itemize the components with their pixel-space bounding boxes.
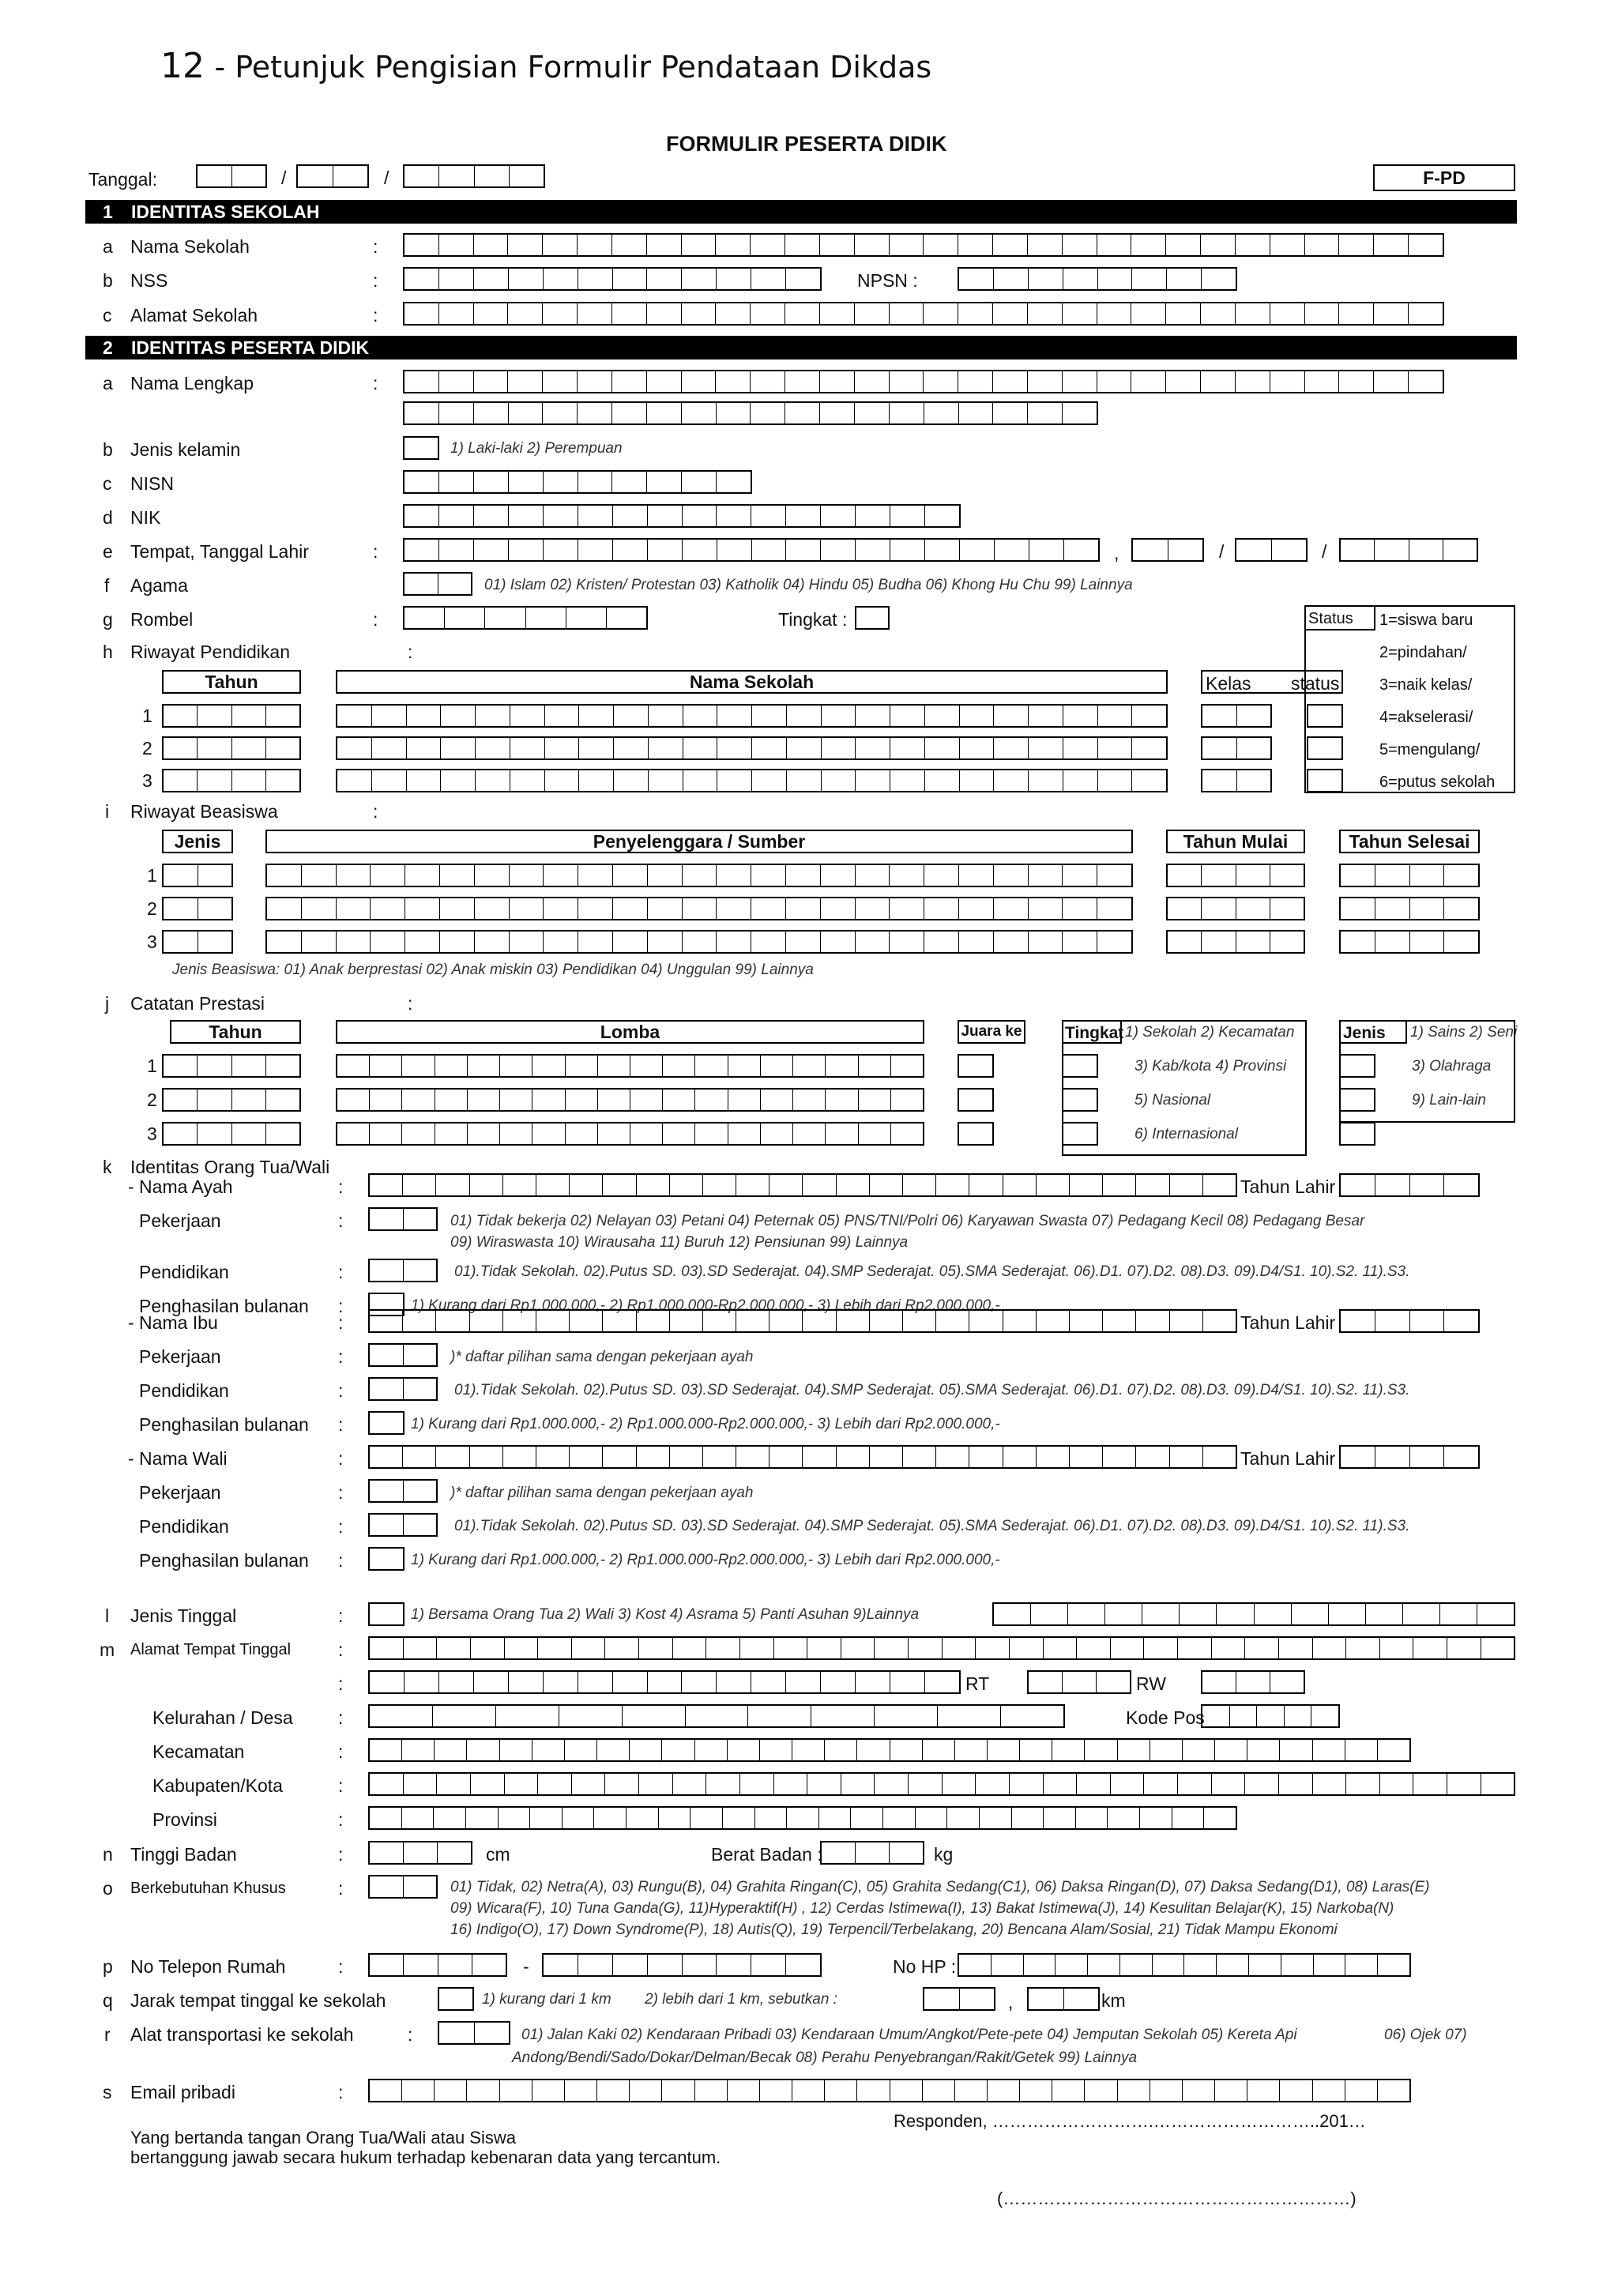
status-legend-title: Status	[1308, 610, 1353, 627]
colon: :	[338, 1639, 344, 1660]
agama-input[interactable]	[403, 572, 472, 596]
prestasi-tingkat-input[interactable]	[1062, 1122, 1098, 1146]
jenis-kelamin-options: 1) Laki-laki 2) Perempuan	[450, 440, 623, 457]
berkebutuhan-options-3: 16) Indigo(O), 17) Down Syndrome(P), 18) Autis(Q), 19) Terpencil/Terbelakang, 20) Bencana Alam/Sosial, 21) Tidak Mampu Ekonomi	[450, 1921, 1338, 1938]
pekerjaan-options: )* daftar pilihan sama dengan pekerjaan ayah	[450, 1349, 754, 1365]
kecamatan-input[interactable]	[368, 1738, 1411, 1762]
parent-name-label: - Nama Ayah	[128, 1176, 233, 1197]
beasiswa-tahun-selesai-input[interactable]	[1339, 930, 1480, 954]
beasiswa-penyelenggara-input[interactable]	[265, 897, 1133, 920]
colon: :	[338, 1956, 344, 1977]
date-day-input[interactable]	[196, 164, 267, 188]
section-1-title: IDENTITAS SEKOLAH	[131, 201, 320, 222]
row-number: 1	[147, 1056, 157, 1076]
kelurahan-label: Kelurahan / Desa	[152, 1707, 293, 1728]
jenis-kelamin-input[interactable]	[403, 436, 439, 460]
riwayat-status-input[interactable]	[1307, 704, 1343, 728]
penghasilan-options: 1) Kurang dari Rp1.000.000,- 2) Rp1.000.000-Rp2.000.000,- 3) Lebih dari Rp2.000.000,-	[411, 1416, 1000, 1432]
colon: :	[338, 1262, 344, 1282]
pekerjaan-options: 01) Tidak bekerja 02) Nelayan 03) Petani 04) Peternak 05) PNS/TNI/Polri 06) Karyawan Swasta 07) Pedagang Kecil 08) Pedagang Besar	[450, 1213, 1365, 1229]
responden-line: Responden, ……………………….………………………..201…	[894, 2111, 1366, 2131]
parent-penghasilan-input[interactable]	[368, 1411, 404, 1435]
dash: -	[523, 1956, 529, 1977]
nama-sekolah-label: Nama Sekolah	[130, 236, 250, 257]
colon: :	[338, 1605, 344, 1626]
beasiswa-tahun-mulai-input[interactable]	[1166, 864, 1305, 887]
jenis-tinggal-options: 1) Bersama Orang Tua 2) Wali 3) Kost 4) Asrama 5) Panti Asuhan 9)Lainnya	[411, 1606, 920, 1623]
colon: :	[373, 236, 378, 257]
prestasi-tahun-input[interactable]	[162, 1054, 301, 1078]
item-letter: k	[103, 1157, 112, 1177]
prestasi-lomba-input[interactable]	[336, 1122, 924, 1146]
tgl-lahir-month-input[interactable]	[1235, 538, 1308, 562]
colon: :	[338, 1414, 344, 1435]
beasiswa-penyelenggara-input[interactable]	[265, 930, 1133, 954]
riwayat-status-input[interactable]	[1307, 769, 1343, 792]
riwayat-pendidikan-label: Riwayat Pendidikan	[130, 642, 291, 662]
alamat-tinggal-input-1[interactable]	[368, 1636, 1515, 1660]
colon: :	[373, 270, 378, 291]
item-letter: i	[105, 801, 110, 822]
comma: ,	[1114, 543, 1119, 563]
jenis-tinggal-label: Jenis Tinggal	[130, 1605, 237, 1626]
page-number: 12	[160, 46, 205, 86]
penghasilan-label: Penghasilan bulanan	[139, 1296, 309, 1316]
status-option: 5=mengulang/	[1379, 741, 1481, 758]
pendidikan-label: Pendidikan	[139, 1262, 229, 1282]
email-label: Email pribadi	[130, 2082, 235, 2102]
parent-name-input[interactable]	[368, 1309, 1237, 1333]
pendidikan-options: 01).Tidak Sekolah. 02).Putus SD. 03).SD Sederajat. 04).SMP Sederajat. 05).SMA Sederajat. 06).D1. 07).D2. 08).D3. 09).D4/S1. 10).S2. 11).S3.	[454, 1263, 1410, 1280]
jenis-lomba-option: 9) Lain-lain	[1412, 1092, 1486, 1108]
header-lomba: Lomba	[336, 1020, 924, 1044]
parent-tahun-lahir-input[interactable]	[1339, 1173, 1480, 1197]
date-slash-1: /	[281, 167, 287, 188]
jarak-option-1: 1) kurang dari 1 km	[482, 1991, 611, 2008]
slash: /	[1219, 541, 1225, 562]
item-letter: m	[100, 1639, 115, 1660]
riwayat-tahun-input[interactable]	[162, 704, 301, 728]
tgl-lahir-day-input[interactable]	[1131, 538, 1204, 562]
date-year-input[interactable]	[403, 164, 545, 188]
parent-tahun-lahir-input[interactable]	[1339, 1309, 1480, 1333]
nama-sekolah-input[interactable]	[403, 233, 1444, 257]
prestasi-juara-input[interactable]	[958, 1122, 994, 1146]
riwayat-nama-sekolah-input[interactable]	[336, 704, 1168, 728]
jenis-lomba-option: 3) Olahraga	[1412, 1058, 1492, 1075]
prestasi-jenis-input[interactable]	[1339, 1054, 1375, 1078]
parent-name-input[interactable]	[368, 1173, 1237, 1197]
tingkat-option: 6) Internasional	[1134, 1126, 1238, 1142]
riwayat-nama-sekolah-input[interactable]	[336, 736, 1168, 760]
row-number: 3	[142, 770, 152, 791]
riwayat-beasiswa-label: Riwayat Beasiswa	[130, 801, 278, 822]
status-option: 2=pindahan/	[1379, 644, 1467, 661]
no-hp-label: No HP :	[893, 1956, 957, 1977]
colon: :	[338, 1448, 344, 1469]
berkebutuhan-options-1: 01) Tidak, 02) Netra(A), 03) Rungu(B), 04) Grahita Ringan(C), 05) Grahita Sedang(C1), 06) Daksa Ringan(D), 07) Daksa Sedang(D1), 08) Laras(E)	[450, 1879, 1430, 1895]
nisn-input[interactable]	[403, 470, 752, 494]
penghasilan-label: Penghasilan bulanan	[139, 1414, 309, 1435]
riwayat-nama-sekolah-input[interactable]	[336, 769, 1168, 792]
kg-label: kg	[934, 1844, 954, 1865]
rt-label: RT	[965, 1673, 990, 1694]
item-letter: p	[103, 1956, 113, 1977]
nama-lengkap-input-1[interactable]	[403, 370, 1444, 393]
jenis-tinggal-input[interactable]	[368, 1602, 404, 1626]
catatan-prestasi-label: Catatan Prestasi	[130, 993, 265, 1014]
riwayat-kelas-input[interactable]	[1201, 736, 1272, 760]
tinggi-badan-input[interactable]	[368, 1841, 472, 1865]
nama-lengkap-label: Nama Lengkap	[130, 373, 254, 393]
jenis-tinggal-lainnya-input[interactable]	[992, 1602, 1515, 1626]
colon: :	[338, 1707, 344, 1728]
nss-input[interactable]	[403, 267, 822, 291]
item-letter: e	[103, 541, 113, 562]
colon: :	[373, 541, 378, 562]
provinsi-label: Provinsi	[152, 1809, 217, 1830]
nik-label: NIK	[130, 507, 161, 528]
colon: :	[338, 1844, 344, 1865]
item-letter: d	[103, 507, 113, 528]
date-slash-2: /	[384, 167, 389, 188]
jarak-label: Jarak tempat tinggal ke sekolah	[130, 1990, 386, 2011]
item-letter: b	[103, 270, 113, 291]
nik-input[interactable]	[403, 504, 961, 528]
item-letter: h	[103, 642, 113, 662]
colon: :	[373, 305, 378, 326]
telepon-number-input[interactable]	[542, 1953, 822, 1977]
item-letter: l	[105, 1605, 110, 1626]
kode-pos-input[interactable]	[1201, 1704, 1340, 1728]
parent-name-label: - Nama Wali	[128, 1448, 228, 1469]
prestasi-jenis-input[interactable]	[1339, 1122, 1375, 1146]
date-label: Tanggal:	[88, 169, 157, 190]
transportasi-label: Alat transportasi ke sekolah	[130, 2024, 354, 2045]
item-letter: a	[103, 373, 113, 393]
berkebutuhan-options-2: 09) Wicara(F), 10) Tuna Ganda(G), 11)Hyperaktif(H) , 12) Cerdas Istimewa(I), 13) Bakat Istimewa(J), 14) Kesulitan Belajar(K), 15) Narkoba(N)	[450, 1900, 1394, 1917]
beasiswa-jenis-input[interactable]	[162, 930, 233, 954]
colon: :	[338, 1809, 344, 1830]
tingkat-label: Tingkat :	[778, 609, 848, 630]
riwayat-tahun-input[interactable]	[162, 769, 301, 792]
ttl-label: Tempat, Tanggal Lahir	[130, 541, 309, 562]
pendidikan-label: Pendidikan	[139, 1380, 229, 1401]
riwayat-kelas-input[interactable]	[1201, 769, 1272, 792]
riwayat-tahun-input[interactable]	[162, 736, 301, 760]
rombel-input[interactable]	[403, 606, 648, 630]
item-letter: c	[103, 473, 112, 494]
kabupaten-input[interactable]	[368, 1772, 1515, 1796]
prestasi-lomba-input[interactable]	[336, 1088, 924, 1112]
no-hp-input[interactable]	[958, 1953, 1411, 1977]
beasiswa-tahun-selesai-input[interactable]	[1339, 897, 1480, 920]
status-option: 3=naik kelas/	[1379, 676, 1473, 694]
beasiswa-tahun-mulai-input[interactable]	[1166, 897, 1305, 920]
parent-tahun-lahir-input[interactable]	[1339, 1445, 1480, 1469]
colon: :	[338, 2082, 344, 2102]
parent-pendidikan-input[interactable]	[368, 1377, 438, 1401]
transportasi-input[interactable]	[438, 2021, 510, 2045]
pekerjaan-options: 09) Wiraswasta 10) Wirausaha 11) Buruh 12) Pensiunan 99) Lainnya	[450, 1234, 909, 1251]
header-jenis: Jenis	[162, 830, 233, 853]
jarak-m-input[interactable]	[1027, 1987, 1100, 2011]
item-letter: f	[104, 575, 110, 596]
rw-label: RW	[1136, 1673, 1166, 1694]
tingkat-option: 5) Nasional	[1134, 1092, 1211, 1108]
colon: :	[338, 1550, 344, 1571]
jarak-km-input[interactable]	[923, 1987, 995, 2011]
item-letter: s	[103, 2082, 112, 2102]
signature-line[interactable]: (……………………………………………………)	[997, 2189, 1356, 2208]
alamat-tinggal-label: Alamat Tempat Tinggal	[130, 1641, 292, 1658]
status-option: 6=putus sekolah	[1379, 773, 1496, 791]
slash: /	[1322, 541, 1327, 562]
colon: :	[408, 642, 413, 662]
nisn-label: NISN	[130, 473, 174, 494]
npsn-input[interactable]	[958, 267, 1237, 291]
form-title: FORMULIR PESERTA DIDIK	[666, 132, 947, 156]
pendidikan-label: Pendidikan	[139, 1516, 229, 1537]
item-letter: o	[103, 1878, 113, 1899]
row-number: 3	[147, 932, 157, 952]
alamat-sekolah-input[interactable]	[403, 302, 1444, 326]
header-juara-ke: Juara ke	[958, 1020, 1025, 1044]
colon: :	[338, 1312, 344, 1333]
jarak-input[interactable]	[438, 1987, 474, 2011]
parent-name-input[interactable]	[368, 1445, 1237, 1469]
colon: :	[338, 1296, 344, 1316]
tahun-lahir-label: Tahun Lahir	[1240, 1312, 1336, 1333]
telepon-label: No Telepon Rumah	[130, 1956, 286, 1977]
transportasi-options-2: Andong/Bendi/Sado/Dokar/Delman/Becak 08) Perahu Penyebrangan/Rakit/Getek 99) Lainnya	[512, 2049, 1138, 2066]
item-letter: r	[104, 2024, 111, 2045]
tahun-lahir-label: Tahun Lahir	[1240, 1448, 1336, 1469]
date-month-input[interactable]	[296, 164, 369, 188]
parent-pekerjaan-input[interactable]	[368, 1343, 438, 1367]
parent-penghasilan-input[interactable]	[368, 1547, 404, 1571]
rw-input[interactable]	[1201, 1670, 1305, 1694]
colon: :	[338, 1482, 344, 1503]
berat-badan-input[interactable]	[820, 1841, 924, 1865]
parent-pekerjaan-input[interactable]	[368, 1479, 438, 1503]
tingkat-option: 1) Sekolah 2) Kecamatan	[1125, 1024, 1295, 1041]
section-2-number: 2	[103, 337, 113, 358]
page-header	[160, 46, 931, 86]
colon: :	[338, 1775, 344, 1796]
telepon-area-input[interactable]	[368, 1953, 507, 1977]
pendidikan-options: 01).Tidak Sekolah. 02).Putus SD. 03).SD Sederajat. 04).SMP Sederajat. 05).SMA Sederajat. 06).D1. 07).D2. 08).D3. 09).D4/S1. 10).S2. 11).S3.	[454, 1382, 1410, 1398]
kabupaten-label: Kabupaten/Kota	[152, 1775, 283, 1796]
statement-line-2: bertanggung jawab secara hukum terhadap kebenaran data yang tercantum.	[130, 2147, 721, 2167]
prestasi-tingkat-input[interactable]	[1062, 1088, 1098, 1112]
riwayat-kelas-input[interactable]	[1201, 704, 1272, 728]
form-code-box	[1373, 164, 1515, 191]
colon: :	[338, 1673, 344, 1694]
row-number: 3	[147, 1124, 157, 1144]
colon: :	[373, 801, 378, 822]
row-number: 1	[142, 706, 152, 726]
beasiswa-tahun-mulai-input[interactable]	[1166, 930, 1305, 954]
item-letter: j	[105, 993, 110, 1014]
header-kelas-status: Kelas status	[1201, 670, 1343, 694]
pekerjaan-label: Pekerjaan	[139, 1482, 221, 1503]
statement-line-1: Yang bertanda tangan Orang Tua/Wali atau Siswa	[130, 2128, 516, 2147]
status-option: 4=akselerasi/	[1379, 709, 1473, 726]
kecamatan-label: Kecamatan	[152, 1741, 245, 1762]
header-tingkat: Tingkat	[1065, 1024, 1124, 1042]
riwayat-status-input[interactable]	[1307, 736, 1343, 760]
header-tahun: Tahun	[162, 670, 301, 694]
header-tahun-prestasi: Tahun	[170, 1020, 301, 1044]
row-number: 2	[142, 738, 152, 758]
penghasilan-label: Penghasilan bulanan	[139, 1550, 309, 1571]
section-1-number: 1	[103, 201, 113, 222]
tgl-lahir-year-input[interactable]	[1339, 538, 1478, 562]
prestasi-tingkat-input[interactable]	[1062, 1054, 1098, 1078]
header-tahun-selesai: Tahun Selesai	[1339, 830, 1480, 853]
colon: :	[408, 993, 413, 1014]
kode-pos-label: Kode Pos	[1126, 1707, 1205, 1728]
colon: :	[408, 2024, 413, 2045]
colon: :	[338, 1380, 344, 1401]
prestasi-lomba-input[interactable]	[336, 1054, 924, 1078]
colon: :	[338, 1210, 344, 1231]
jenis-beasiswa-options: Jenis Beasiswa: 01) Anak berprestasi 02) Anak miskin 03) Pendidikan 04) Unggulan 99) Lainnya	[172, 962, 814, 978]
tingkat-option: 3) Kab/kota 4) Provinsi	[1134, 1058, 1287, 1075]
form-code: F-PD	[1423, 167, 1466, 188]
item-letter: b	[103, 439, 113, 460]
colon: :	[373, 609, 378, 630]
section-2-bar	[85, 336, 1517, 359]
colon: :	[338, 1741, 344, 1762]
colon: :	[338, 1346, 344, 1367]
tingkat-input[interactable]	[855, 606, 890, 630]
rombel-label: Rombel	[130, 609, 194, 630]
header-tahun-mulai: Tahun Mulai	[1166, 830, 1305, 853]
cm-label: cm	[486, 1844, 510, 1865]
jenis-lomba-option: 1) Sains 2) Seni	[1410, 1024, 1518, 1041]
pendidikan-options: 01).Tidak Sekolah. 02).Putus SD. 03).SD Sederajat. 04).SMP Sederajat. 05).SMA Sederajat. 06).D1. 07).D2. 08).D3. 09).D4/S1. 10).S2. 11).S3.	[454, 1518, 1410, 1534]
item-letter: c	[103, 305, 112, 326]
jarak-option-2: 2) lebih dari 1 km, sebutkan :	[645, 1991, 837, 2008]
berkebutuhan-label: Berkebutuhan Khusus	[130, 1880, 286, 1897]
item-letter: n	[103, 1844, 113, 1865]
nss-label: NSS	[130, 270, 168, 291]
beasiswa-jenis-input[interactable]	[162, 897, 233, 920]
berkebutuhan-input[interactable]	[368, 1875, 438, 1899]
header-nama-sekolah: Nama Sekolah	[336, 670, 1168, 694]
penghasilan-options: 1) Kurang dari Rp1.000.000,- 2) Rp1.000.000-Rp2.000.000,- 3) Lebih dari Rp2.000.000,-	[411, 1552, 1000, 1568]
identitas-ortu-label: Identitas Orang Tua/Wali	[130, 1157, 330, 1177]
row-number: 2	[147, 898, 157, 919]
prestasi-juara-input[interactable]	[958, 1054, 994, 1078]
agama-options: 01) Islam 02) Kristen/ Protestan 03) Katholik 04) Hindu 05) Budha 06) Khong Hu Chu 99) Lainnya	[484, 577, 1133, 593]
item-letter: a	[103, 236, 113, 257]
parent-name-label: - Nama Ibu	[128, 1312, 218, 1333]
alamat-sekolah-label: Alamat Sekolah	[130, 305, 258, 326]
item-letter: q	[103, 1990, 113, 2011]
header-penyelenggara: Penyelenggara / Sumber	[265, 830, 1133, 853]
nama-lengkap-input-2[interactable]	[403, 401, 1098, 425]
parent-pekerjaan-input[interactable]	[368, 1207, 438, 1231]
rt-input[interactable]	[1027, 1670, 1131, 1694]
transportasi-options-ojek: 06) Ojek 07)	[1384, 2027, 1467, 2043]
beasiswa-tahun-selesai-input[interactable]	[1339, 864, 1480, 887]
agama-label: Agama	[130, 575, 188, 596]
beasiswa-penyelenggara-input[interactable]	[265, 864, 1133, 887]
colon: :	[338, 1516, 344, 1537]
prestasi-juara-input[interactable]	[958, 1088, 994, 1112]
beasiswa-jenis-input[interactable]	[162, 864, 233, 887]
prestasi-tahun-input[interactable]	[162, 1088, 301, 1112]
parent-pendidikan-input[interactable]	[368, 1259, 438, 1282]
colon: :	[338, 1878, 344, 1899]
section-2-title: IDENTITAS PESERTA DIDIK	[131, 337, 370, 358]
status-option: 1=siswa baru	[1379, 612, 1473, 629]
comma: ,	[1008, 1992, 1014, 2012]
page-title: - Petunjuk Pengisian Formulir Pendataan Dikdas	[214, 50, 932, 85]
parent-pendidikan-input[interactable]	[368, 1513, 438, 1537]
email-input[interactable]	[368, 2079, 1411, 2102]
provinsi-input[interactable]	[368, 1806, 1237, 1830]
jenis-kelamin-label: Jenis kelamin	[130, 439, 241, 460]
tempat-lahir-input[interactable]	[403, 538, 1100, 562]
item-letter: g	[103, 609, 113, 630]
km-label: km	[1101, 1990, 1126, 2011]
row-number: 2	[147, 1090, 157, 1110]
colon: :	[338, 1176, 344, 1197]
row-number: 1	[147, 865, 157, 886]
tinggi-badan-label: Tinggi Badan	[130, 1844, 237, 1865]
alamat-tinggal-input-2[interactable]	[368, 1670, 961, 1694]
penghasilan-options: 1) Kurang dari Rp1.000.000,- 2) Rp1.000.000-Rp2.000.000,- 3) Lebih dari Rp2.000.000,-	[411, 1297, 1000, 1314]
prestasi-jenis-input[interactable]	[1339, 1088, 1375, 1112]
pekerjaan-options: )* daftar pilihan sama dengan pekerjaan ayah	[450, 1485, 754, 1501]
prestasi-tahun-input[interactable]	[162, 1122, 301, 1146]
colon: :	[373, 373, 378, 393]
kelurahan-input[interactable]	[368, 1704, 1065, 1728]
transportasi-options-1: 01) Jalan Kaki 02) Kendaraan Pribadi 03) Kendaraan Umum/Angkot/Pete-pete 04) Jemputan Sekolah 05) Kereta Api	[521, 2027, 1297, 2043]
section-1-bar	[85, 200, 1517, 224]
pekerjaan-label: Pekerjaan	[139, 1210, 221, 1231]
npsn-label: NPSN :	[857, 270, 918, 291]
status-legend	[1304, 605, 1515, 793]
tahun-lahir-label: Tahun Lahir	[1240, 1176, 1336, 1197]
header-jenis-lomba: Jenis	[1343, 1024, 1386, 1042]
pekerjaan-label: Pekerjaan	[139, 1346, 221, 1367]
berat-badan-label: Berat Badan :	[711, 1844, 822, 1865]
